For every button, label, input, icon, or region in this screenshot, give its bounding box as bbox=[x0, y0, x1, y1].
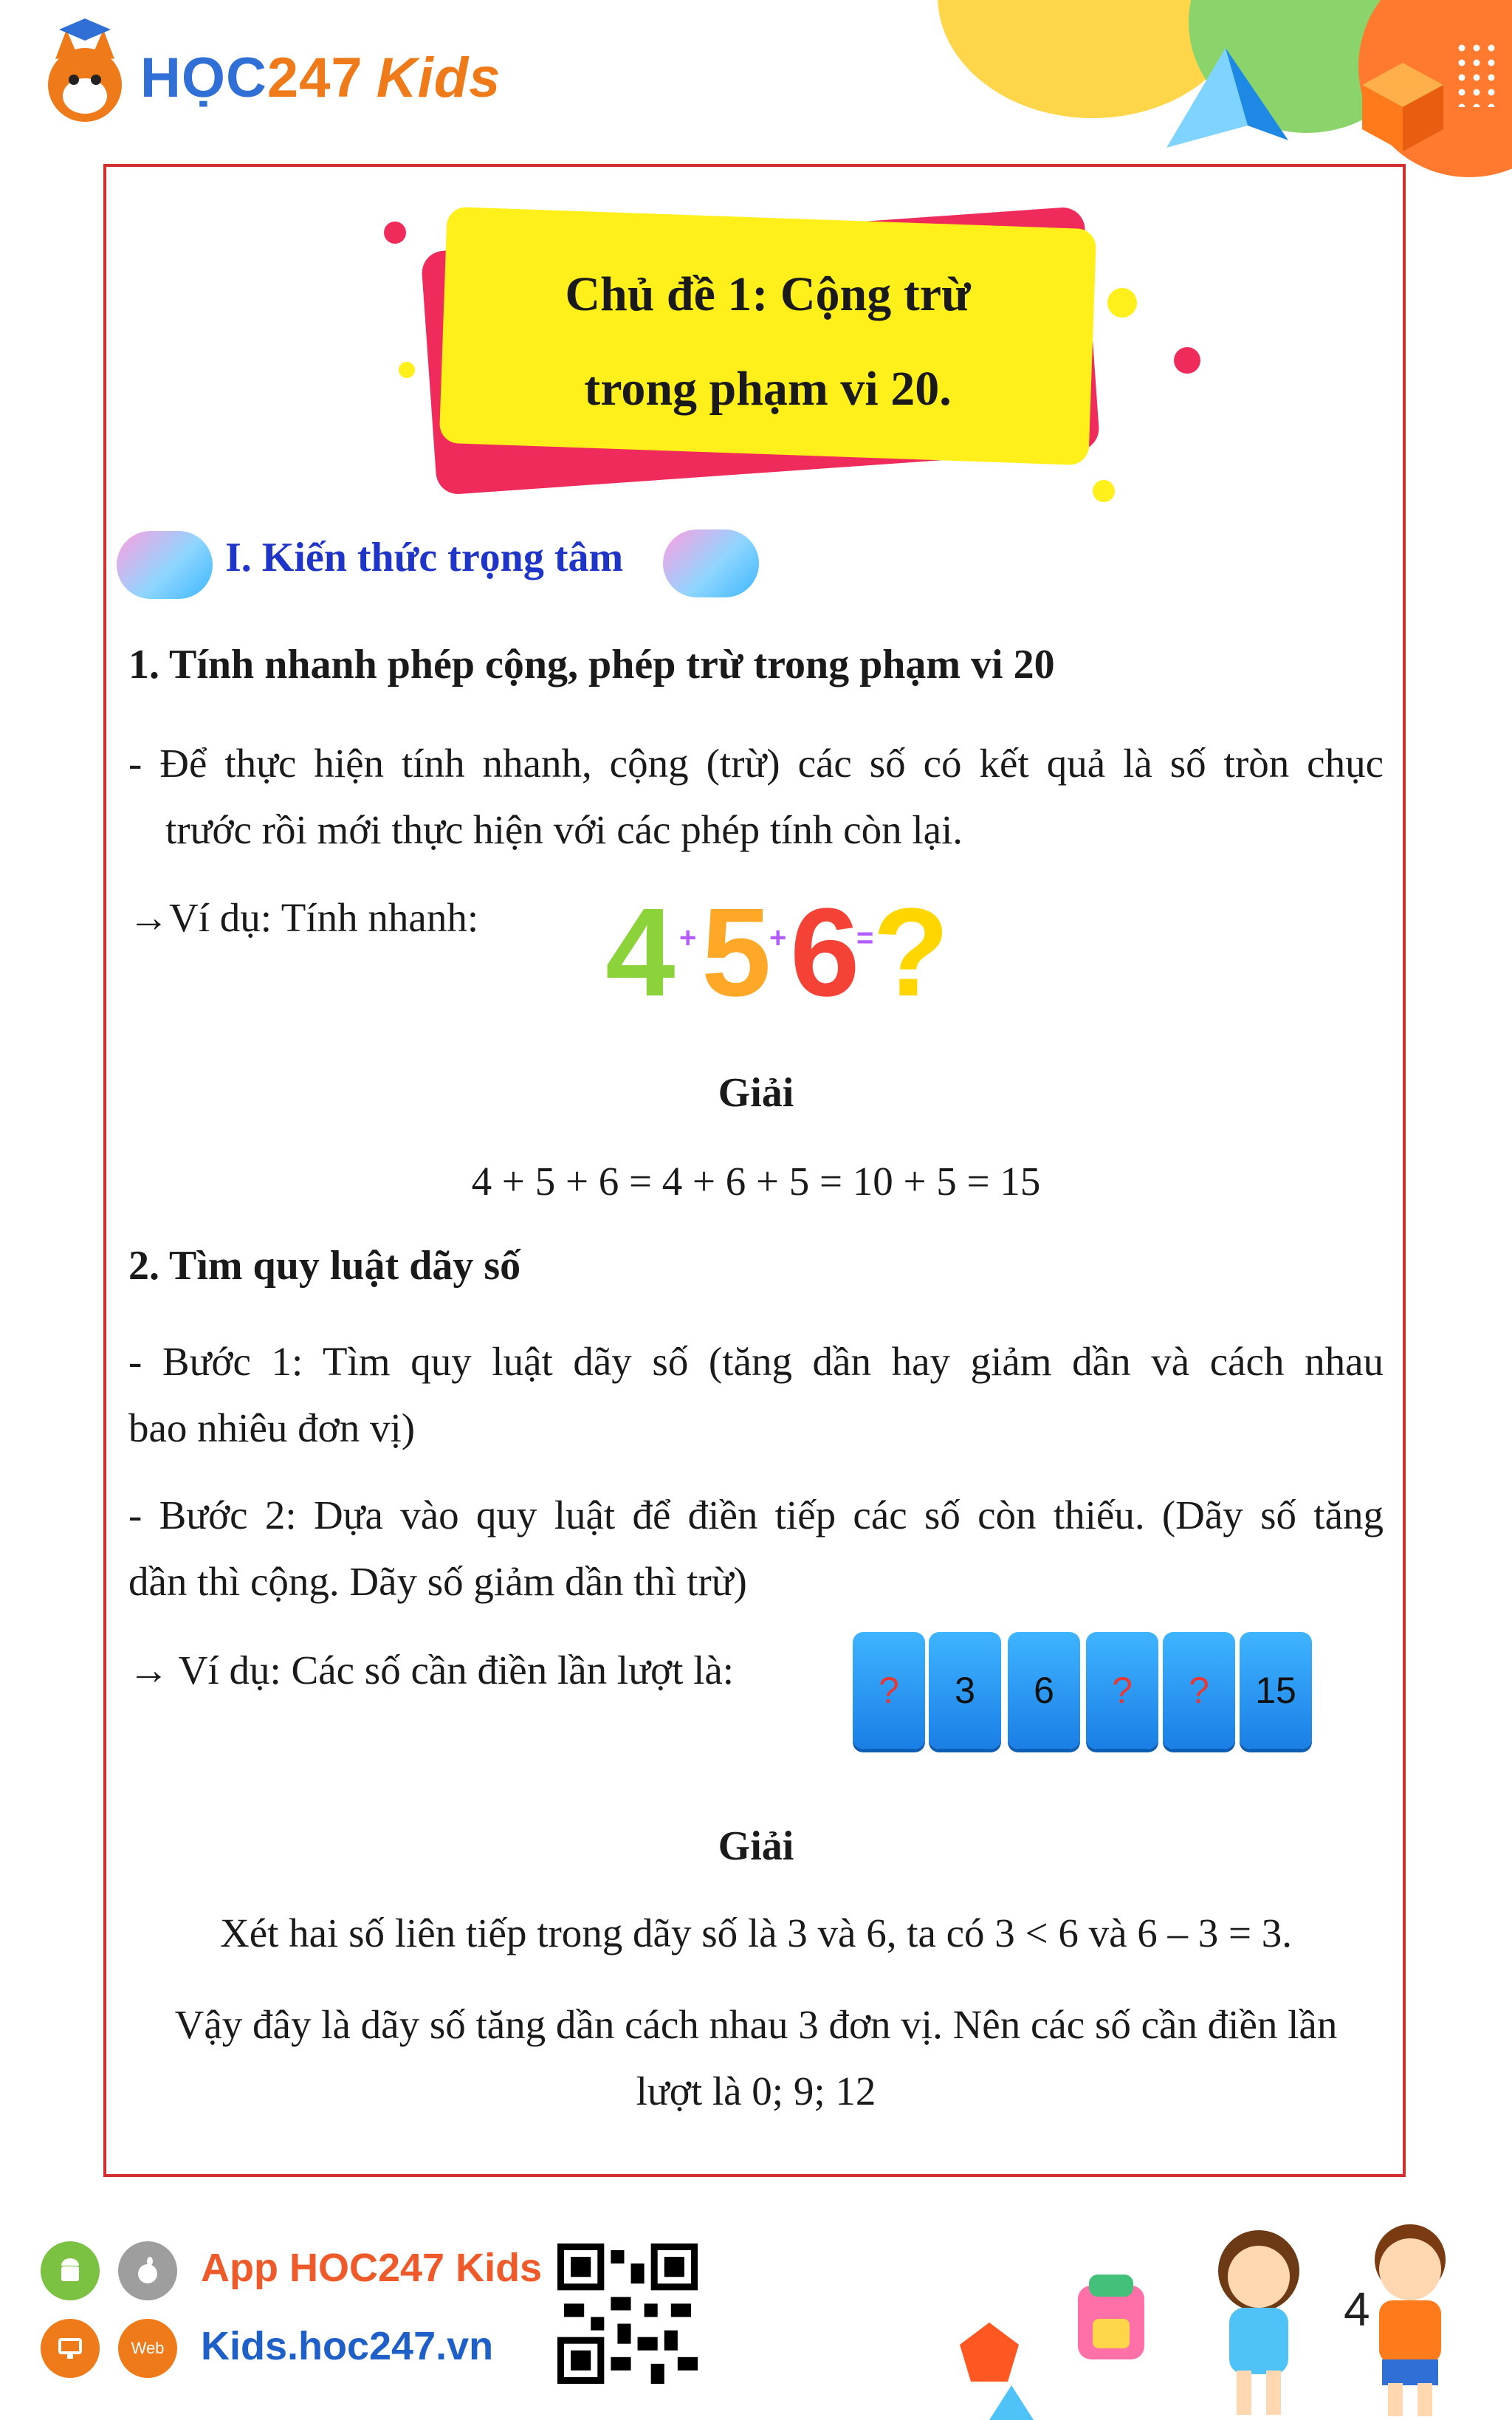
page-number: 4 bbox=[1344, 2283, 1370, 2336]
part2-solution-line3: lượt là 0; 9; 12 bbox=[636, 2068, 876, 2114]
part2-step1-line2: bao nhiêu đơn vị) bbox=[128, 1405, 416, 1450]
part2-solution-line2: Vậy đây là dãy số tăng dần cách nhau 3 đơn vị. Nên các số cần điền lần bbox=[174, 2002, 1338, 2047]
desktop-icon[interactable] bbox=[41, 2319, 100, 2378]
footer bbox=[0, 2215, 1512, 2420]
android-icon[interactable] bbox=[41, 2241, 100, 2300]
apple-icon[interactable] bbox=[118, 2241, 177, 2300]
dots-pattern bbox=[1454, 41, 1499, 107]
plus-sign: + bbox=[679, 922, 697, 954]
confetti-dot bbox=[1174, 347, 1200, 374]
sequence-tile: 15 bbox=[1240, 1632, 1312, 1749]
fox-mascot-icon bbox=[30, 15, 140, 126]
part2-heading: 2. Tìm quy luật dãy số bbox=[128, 1243, 521, 1289]
pencil-shape bbox=[982, 2385, 1041, 2420]
part1-solution-title: Giải bbox=[718, 1070, 794, 1116]
girl-character-icon bbox=[1203, 2227, 1314, 2420]
cloud-decoration-right bbox=[663, 529, 759, 597]
logo-number: 247 bbox=[267, 47, 363, 109]
part2-step1-line1: - Bước 1: Tìm quy luật dãy số (tăng dần hay giảm dần và cách nhau bbox=[128, 1339, 1384, 1384]
sequence-tile: 3 bbox=[929, 1632, 1001, 1749]
part1-solution: 4 + 5 + 6 = 4 + 6 + 5 = 10 + 5 = 15 bbox=[471, 1159, 1041, 1204]
confetti-dot bbox=[1093, 480, 1115, 502]
sequence-tile: 6 bbox=[1008, 1632, 1080, 1749]
cube-icon bbox=[1358, 59, 1447, 155]
part1-bullet-line2: trước rồi mới thực hiện với các phép tính còn lại. bbox=[165, 807, 963, 852]
part1-bullet-line1: - Để thực hiện tính nhanh, cộng (trừ) các số có kết quả là số tròn chục bbox=[128, 741, 1384, 786]
digit-five: 5 bbox=[701, 882, 772, 1023]
qr-code[interactable] bbox=[557, 2244, 698, 2384]
web-badge[interactable]: Web bbox=[118, 2319, 177, 2378]
number-illustration bbox=[605, 882, 949, 1023]
cloud-decoration-left bbox=[117, 531, 213, 599]
sequence-tile-blank: ? bbox=[1163, 1632, 1235, 1749]
logo-text bbox=[140, 46, 501, 110]
part2-step2-line2: dần thì cộng. Dãy số giảm dần thì trừ) bbox=[128, 1559, 747, 1604]
backpack-icon bbox=[1071, 2275, 1152, 2363]
part1-heading: 1. Tính nhanh phép cộng, phép trừ trong phạm vi 20 bbox=[128, 642, 1055, 688]
part2-step2-line1: - Bước 2: Dựa vào quy luật để điền tiếp các số còn thiếu. (Dãy số tăng bbox=[128, 1492, 1384, 1538]
confetti-dot bbox=[399, 362, 415, 378]
digit-six: 6 bbox=[790, 882, 860, 1023]
question-mark: ? bbox=[873, 882, 949, 1023]
confetti-dot bbox=[384, 222, 406, 244]
app-link[interactable]: App HOC247 Kids bbox=[201, 2246, 543, 2290]
brand-logo[interactable] bbox=[30, 7, 546, 126]
part2-solution-title: Giải bbox=[718, 1823, 794, 1869]
sequence-tile-blank: ? bbox=[1086, 1632, 1158, 1749]
pyramid-icon bbox=[1159, 44, 1292, 155]
page-title bbox=[472, 247, 1063, 436]
part2-example: → Ví dụ: Các số cần điền lần lượt là: bbox=[128, 1648, 735, 1693]
title-line-1: Chủ đề 1: Cộng trừ bbox=[565, 267, 971, 321]
logo-hoc: HỌC bbox=[140, 47, 267, 109]
sequence-tile-blank: ? bbox=[853, 1632, 925, 1749]
plus-sign: + bbox=[769, 922, 787, 954]
pentagon-shape bbox=[956, 2319, 1023, 2385]
logo-kids: Kids bbox=[376, 47, 501, 109]
part1-example: →Ví dụ: Tính nhanh: bbox=[128, 895, 479, 940]
part2-solution-line1: Xét hai số liên tiếp trong dãy số là 3 và 6, ta có 3 < 6 và 6 – 3 = 3. bbox=[219, 1910, 1293, 1955]
equals-sign: = bbox=[856, 922, 874, 954]
title-banner bbox=[362, 177, 1196, 517]
title-line-2: trong phạm vi 20. bbox=[584, 362, 952, 416]
confetti-dot bbox=[1107, 288, 1137, 318]
digit-four: 4 bbox=[605, 882, 676, 1023]
section-title: I. Kiến thức trọng tâm bbox=[225, 535, 624, 580]
website-link[interactable]: Kids.hoc247.vn bbox=[201, 2324, 494, 2368]
section-heading bbox=[111, 528, 775, 602]
